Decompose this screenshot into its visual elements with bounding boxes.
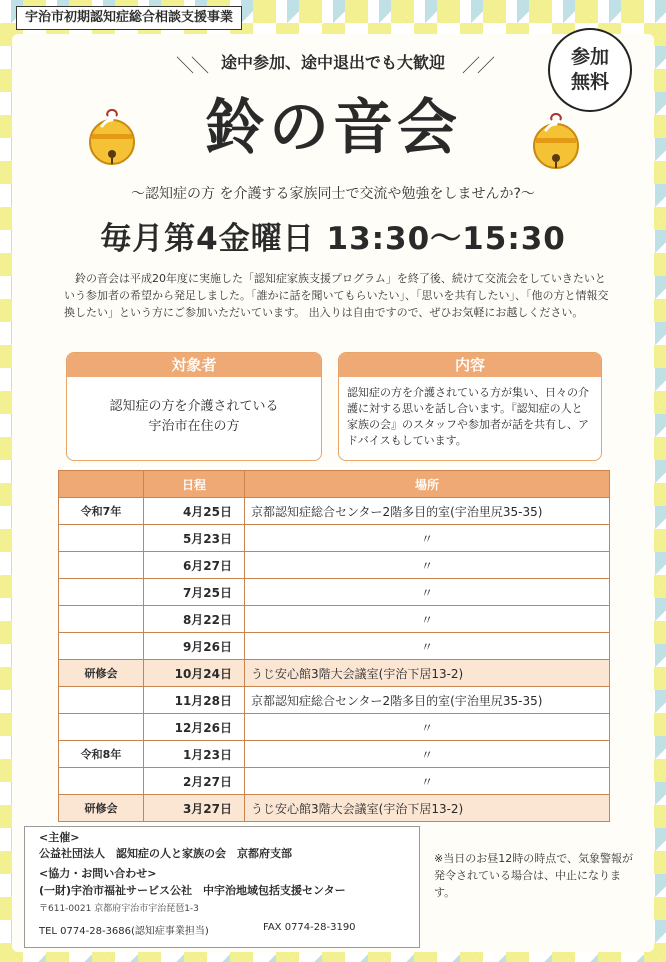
slash-decoration-right: ／／ xyxy=(462,56,492,77)
schedule-table xyxy=(58,470,610,822)
weather-note: ※当日のお昼12時の時点で、気象警報が発令されている場合は、中止になります。 xyxy=(434,852,633,899)
row-place-cell: 京都認知症総合センター2階多目的室(宇治里尻35-35) xyxy=(245,687,610,714)
row-date-cell: 1月23日 xyxy=(144,741,245,768)
row-date-cell: 12月26日 xyxy=(144,714,245,741)
row-place-cell: 京都認知症総合センター2階多目的室(宇治里尻35-35) xyxy=(245,498,610,525)
table-row xyxy=(59,498,610,525)
target-body xyxy=(67,377,321,437)
row-place-cell: 〃 xyxy=(245,552,610,579)
content-box xyxy=(338,352,602,461)
row-era-cell xyxy=(59,552,144,579)
row-place-cell: 〃 xyxy=(245,579,610,606)
row-place-cell: うじ安心館3階大会議室(宇治下居13-2) xyxy=(245,795,610,822)
row-place-cell: 〃 xyxy=(245,525,610,552)
row-date-cell: 7月25日 xyxy=(144,579,245,606)
table-row xyxy=(59,606,610,633)
free-badge-line-1: 参加 xyxy=(570,46,609,68)
row-era-cell xyxy=(59,714,144,741)
target-box xyxy=(66,352,322,461)
free-badge-line-2: 無料 xyxy=(570,71,609,93)
slash-decoration-left: ＼＼ xyxy=(176,56,206,77)
contact-name: (一財)宇治市福祉サービス公社 中宇治地域包括支援センター xyxy=(39,884,346,897)
table-row xyxy=(59,714,610,741)
row-date-cell: 9月26日 xyxy=(144,633,245,660)
target-heading: 対象者 xyxy=(67,353,321,377)
subtitle: 〜認知症の方 を介護する家族同士で交流や勉強をしませんか?〜 xyxy=(131,186,535,202)
host-label: <主催> xyxy=(39,831,80,844)
content-heading: 内容 xyxy=(339,353,601,377)
row-date-cell: 3月27日 xyxy=(144,795,245,822)
table-row xyxy=(59,768,610,795)
footer-contact-box xyxy=(24,826,420,948)
row-place-cell: 〃 xyxy=(245,741,610,768)
row-date-cell: 8月22日 xyxy=(144,606,245,633)
row-date-cell: 4月25日 xyxy=(144,498,245,525)
target-line: 認知症の方を介護されている xyxy=(109,399,279,414)
table-row xyxy=(59,687,610,714)
welcome-text: 途中参加、途中退出でも大歓迎 xyxy=(220,53,445,72)
row-era-cell xyxy=(59,606,144,633)
row-era-cell xyxy=(59,768,144,795)
row-place-cell: 〃 xyxy=(245,606,610,633)
table-row xyxy=(59,579,610,606)
table-header-cell: 場所 xyxy=(245,471,610,498)
contact-fax: FAX 0774-28-3190 xyxy=(263,922,356,933)
row-place-cell: 〃 xyxy=(245,633,610,660)
row-date-cell: 11月28日 xyxy=(144,687,245,714)
row-place-cell: うじ安心館3階大会議室(宇治下居13-2) xyxy=(245,660,610,687)
table-header-cell xyxy=(59,471,144,498)
row-date-cell: 6月27日 xyxy=(144,552,245,579)
row-era-cell xyxy=(59,579,144,606)
program-badge: 宇治市初期認知症総合相談支援事業 xyxy=(16,6,242,30)
contact-label: <協力・お問い合わせ> xyxy=(39,867,157,880)
row-era-cell xyxy=(59,687,144,714)
row-era-cell xyxy=(59,525,144,552)
page-title: 鈴の音会 xyxy=(205,93,461,163)
table-header-row xyxy=(59,471,610,498)
row-era-cell xyxy=(59,633,144,660)
table-row xyxy=(59,633,610,660)
contact-address: 〒611-0021 京都府宇治市宇治琵琶1-3 xyxy=(39,904,199,914)
row-date-cell: 5月23日 xyxy=(144,525,245,552)
schedule-headline: 毎月第4金曜日 13:30〜15:30 xyxy=(100,221,566,257)
table-row xyxy=(59,660,610,687)
row-date-cell: 10月24日 xyxy=(144,660,245,687)
table-row xyxy=(59,525,610,552)
row-place-cell: 〃 xyxy=(245,714,610,741)
row-era-cell: 令和8年 xyxy=(59,741,144,768)
table-row xyxy=(59,552,610,579)
contact-tel: TEL 0774-28-3686(認知症事業担当) xyxy=(39,926,209,937)
row-date-cell: 2月27日 xyxy=(144,768,245,795)
row-era-cell: 研修会 xyxy=(59,795,144,822)
row-place-cell: 〃 xyxy=(245,768,610,795)
intro-paragraph: 鈴の音会は平成20年度に実施した「認知症家族支援プログラム」を終了後、続けて交流会をしていきたいという参加者の希望から発足しました。「誰かに話を聞いてもらいたい」、「思いを共有したい」、「他の方と情報交換したい」という方にご参加いただいています。 出入りは自由ですので、ぜひお気軽にお越しください。 xyxy=(64,272,609,319)
host-name: 公益社団法人 認知症の人と家族の会 京都府支部 xyxy=(39,847,292,860)
table-row xyxy=(59,741,610,768)
row-era-cell: 令和7年 xyxy=(59,498,144,525)
row-era-cell: 研修会 xyxy=(59,660,144,687)
table-row xyxy=(59,795,610,822)
table-header-cell: 日程 xyxy=(144,471,245,498)
target-line: 宇治市在住の方 xyxy=(148,419,240,434)
content-body: 認知症の方を介護されている方が集い、日々の介護に対する思いを話し合います。『認知症の人と家族の会』のスタッフや参加者が話を共有し、アドバイスもしています。 xyxy=(347,386,589,447)
